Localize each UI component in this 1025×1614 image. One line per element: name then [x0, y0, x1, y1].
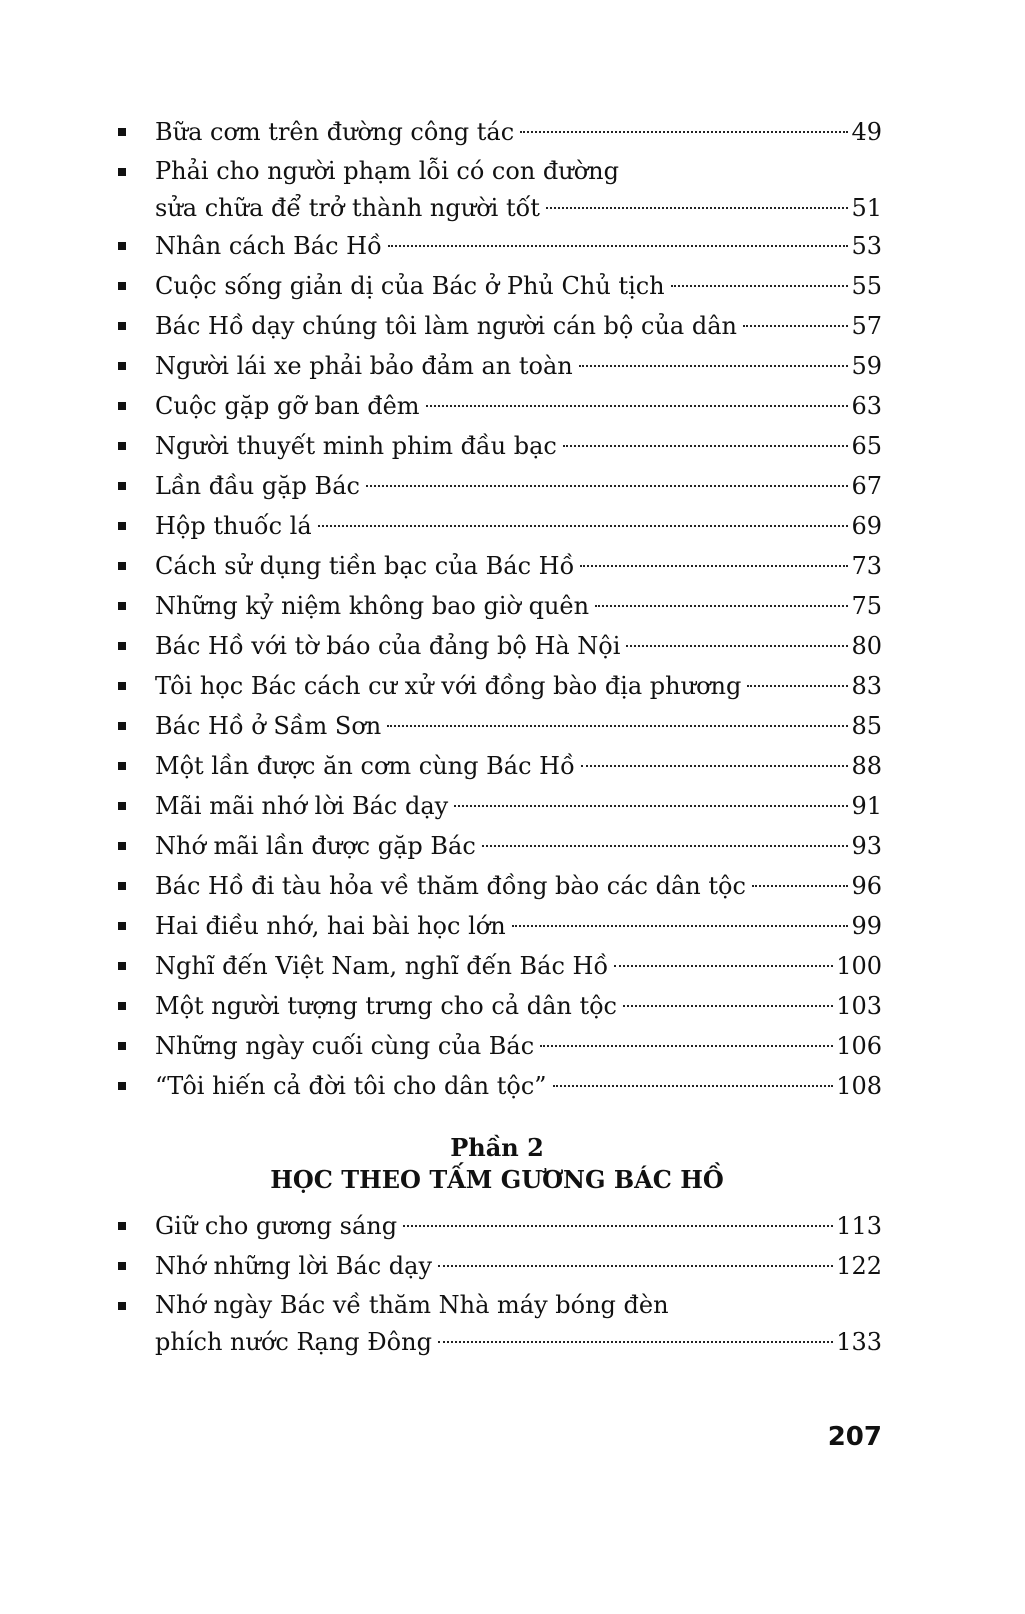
dot-leader	[752, 885, 849, 887]
toc-entry-title: Người lái xe phải bảo đảm an toàn	[155, 352, 573, 380]
toc-entry	[112, 386, 882, 426]
toc-entry-title: Những ngày cuối cùng của Bác	[155, 1032, 535, 1060]
toc-entry-page: 59	[851, 352, 882, 380]
toc-entry	[112, 626, 882, 666]
toc-entry-title: phích nước Rạng Đông	[155, 1328, 432, 1356]
dot-leader	[403, 1225, 833, 1227]
toc-entry-page: 106	[836, 1032, 882, 1060]
toc-entry	[112, 906, 882, 946]
toc-entry-page: 122	[836, 1252, 882, 1280]
square-bullet-icon	[118, 242, 126, 250]
square-bullet-icon	[118, 562, 126, 570]
part1-entry-list	[112, 112, 882, 1106]
square-bullet-icon	[118, 128, 126, 136]
toc-entry	[112, 946, 882, 986]
toc-entry-line	[155, 866, 882, 906]
toc-entry-title: Nhân cách Bác Hồ	[155, 232, 382, 260]
toc-entry-page: 108	[836, 1072, 882, 1100]
toc-entry	[112, 306, 882, 346]
toc-entry	[112, 1066, 882, 1106]
toc-entry-line	[155, 266, 882, 306]
dot-leader	[482, 845, 849, 847]
page-number: 207	[827, 1422, 882, 1452]
toc-entry-page: 100	[836, 952, 882, 980]
toc-entry	[112, 1286, 882, 1360]
toc-entry	[112, 666, 882, 706]
toc-entry-line	[155, 226, 882, 266]
dot-leader	[438, 1341, 833, 1343]
toc-entry-title: Người thuyết minh phim đầu bạc	[155, 432, 557, 460]
toc-entry-title: Nhớ mãi lần được gặp Bác	[155, 832, 476, 860]
part2-entry-list	[112, 1206, 882, 1360]
square-bullet-icon	[118, 602, 126, 610]
toc-entry-page: 57	[851, 312, 882, 340]
toc-entry-page: 83	[851, 672, 882, 700]
toc-entry-page: 65	[851, 432, 882, 460]
toc-entry-title: Một lần được ăn cơm cùng Bác Hồ	[155, 752, 575, 780]
toc-entry-line	[155, 190, 882, 226]
dot-leader	[595, 605, 848, 607]
toc-entry-line	[155, 386, 882, 426]
dot-leader	[512, 925, 849, 927]
toc-entry	[112, 112, 882, 152]
toc-entry-page: 85	[851, 712, 882, 740]
dot-leader	[426, 405, 849, 407]
toc-entry-line	[155, 1246, 882, 1286]
dot-leader	[540, 1045, 833, 1047]
dot-leader	[743, 325, 848, 327]
square-bullet-icon	[118, 402, 126, 410]
square-bullet-icon	[118, 962, 126, 970]
toc-entry-title: Mãi mãi nhớ lời Bác dạy	[155, 792, 449, 820]
square-bullet-icon	[118, 168, 126, 176]
dot-leader	[318, 525, 849, 527]
toc-entry-page: 69	[851, 512, 882, 540]
toc-entry-line	[155, 986, 882, 1026]
dot-leader	[366, 485, 849, 487]
dot-leader	[438, 1265, 833, 1267]
toc-entry-line	[155, 1206, 882, 1246]
toc-entry-line	[155, 426, 882, 466]
toc-entry	[112, 826, 882, 866]
dot-leader	[579, 365, 849, 367]
toc-entry	[112, 226, 882, 266]
toc-entry	[112, 986, 882, 1026]
toc-entry-page: 91	[851, 792, 882, 820]
toc-entry	[112, 866, 882, 906]
toc-entry-page: 53	[851, 232, 882, 260]
toc-entry	[112, 266, 882, 306]
toc-entry-line	[155, 626, 882, 666]
toc-entry-page: 133	[836, 1328, 882, 1356]
toc-entry-title: Những kỷ niệm không bao giờ quên	[155, 592, 590, 620]
dot-leader	[626, 645, 848, 647]
toc-entry-line	[155, 706, 882, 746]
toc-entry-title-line1: Nhớ ngày Bác về thăm Nhà máy bóng đèn	[155, 1291, 669, 1319]
toc-entry	[112, 466, 882, 506]
toc-entry-page: 103	[836, 992, 882, 1020]
toc-entry	[112, 786, 882, 826]
toc-entry	[112, 346, 882, 386]
toc-entry-title: Bữa cơm trên đường công tác	[155, 118, 515, 146]
toc-entry-page: 80	[851, 632, 882, 660]
toc-entry	[112, 746, 882, 786]
toc-entry-title: Bác Hồ với tờ báo của đảng bộ Hà Nội	[155, 632, 621, 660]
toc-entry-title: Cuộc sống giản dị của Bác ở Phủ Chủ tịch	[155, 272, 665, 300]
dot-leader	[623, 1005, 833, 1007]
square-bullet-icon	[118, 322, 126, 330]
toc-entry-page: 93	[851, 832, 882, 860]
square-bullet-icon	[118, 362, 126, 370]
square-bullet-icon	[118, 642, 126, 650]
toc-entry-title: “Tôi hiến cả đời tôi cho dân tộc”	[155, 1072, 547, 1100]
square-bullet-icon	[118, 922, 126, 930]
toc-entry-title: Một người tượng trưng cho cả dân tộc	[155, 992, 617, 1020]
toc-entry-title: Bác Hồ đi tàu hỏa về thăm đồng bào các dân tộc	[155, 872, 746, 900]
square-bullet-icon	[118, 842, 126, 850]
square-bullet-icon	[118, 722, 126, 730]
square-bullet-icon	[118, 482, 126, 490]
toc-entry-title: Tôi học Bác cách cư xử với đồng bào địa phương	[155, 672, 742, 700]
toc-entry-title: sửa chữa để trở thành người tốt	[155, 194, 540, 222]
toc-entry	[112, 586, 882, 626]
dot-leader	[581, 765, 849, 767]
toc-entry-title-line1: Phải cho người phạm lỗi có con đường	[155, 157, 619, 185]
toc-entry-title: Cách sử dụng tiền bạc của Bác Hồ	[155, 552, 575, 580]
toc-entry-page: 75	[851, 592, 882, 620]
toc-entry-title: Cuộc gặp gỡ ban đêm	[155, 392, 420, 420]
square-bullet-icon	[118, 882, 126, 890]
toc-entry-title: Lần đầu gặp Bác	[155, 472, 360, 500]
toc-entry-line	[155, 1026, 882, 1066]
dot-leader	[580, 565, 848, 567]
toc-entry-line	[155, 346, 882, 386]
toc-entry-line	[155, 306, 882, 346]
toc-entry-line	[155, 546, 882, 586]
part2-title: HỌC THEO TẤM GƯƠNG BÁC HỒ	[270, 1165, 724, 1194]
toc-entry-page: 67	[851, 472, 882, 500]
square-bullet-icon	[118, 1262, 126, 1270]
square-bullet-icon	[118, 682, 126, 690]
dot-leader	[520, 131, 848, 133]
toc-entry-line	[155, 466, 882, 506]
part2-label: Phần 2	[450, 1133, 544, 1162]
toc-entry	[112, 506, 882, 546]
dot-leader	[747, 685, 848, 687]
square-bullet-icon	[118, 762, 126, 770]
toc-entry-title: Giữ cho gương sáng	[155, 1212, 398, 1240]
square-bullet-icon	[118, 1042, 126, 1050]
dot-leader	[614, 965, 833, 967]
toc-entry	[112, 152, 882, 226]
toc-entry-line	[155, 1324, 882, 1360]
toc-entry-line	[155, 826, 882, 866]
square-bullet-icon	[118, 522, 126, 530]
toc-entry-title: Hai điều nhớ, hai bài học lớn	[155, 912, 506, 940]
toc-entry-page: 49	[851, 118, 882, 146]
toc-entry-page: 55	[851, 272, 882, 300]
toc-entry-line	[155, 506, 882, 546]
dot-leader	[546, 207, 849, 209]
toc-entry-line	[155, 666, 882, 706]
toc-entry-page: 113	[836, 1212, 882, 1240]
toc-entry-line	[155, 946, 882, 986]
toc-entry-line	[155, 906, 882, 946]
toc-entry-page: 73	[851, 552, 882, 580]
toc-entry	[112, 706, 882, 746]
toc-entry-page: 63	[851, 392, 882, 420]
table-of-contents	[112, 112, 882, 1360]
toc-entry-page: 51	[851, 194, 882, 222]
toc-entry	[112, 1246, 882, 1286]
square-bullet-icon	[118, 1082, 126, 1090]
toc-entry-title: Hộp thuốc lá	[155, 512, 312, 540]
toc-entry-page: 96	[851, 872, 882, 900]
square-bullet-icon	[118, 1302, 126, 1310]
dot-leader	[388, 245, 849, 247]
dot-leader	[454, 805, 848, 807]
square-bullet-icon	[118, 442, 126, 450]
toc-entry-page: 88	[851, 752, 882, 780]
toc-entry-title: Nghĩ đến Việt Nam, nghĩ đến Bác Hồ	[155, 952, 609, 980]
toc-entry-title: Nhớ những lời Bác dạy	[155, 1252, 433, 1280]
toc-entry	[112, 546, 882, 586]
toc-entry-page: 99	[851, 912, 882, 940]
dot-leader	[553, 1085, 834, 1087]
toc-entry-line	[155, 586, 882, 626]
toc-entry-line	[155, 112, 882, 152]
toc-entry	[112, 426, 882, 466]
toc-entry-line	[155, 746, 882, 786]
square-bullet-icon	[118, 802, 126, 810]
part2-header	[112, 1132, 882, 1196]
toc-entry-title: Bác Hồ ở Sầm Sơn	[155, 712, 382, 740]
dot-leader	[671, 285, 849, 287]
toc-entry-line	[155, 786, 882, 826]
square-bullet-icon	[118, 1222, 126, 1230]
toc-entry-line	[155, 1066, 882, 1106]
dot-leader	[387, 725, 848, 727]
dot-leader	[563, 445, 849, 447]
toc-entry	[112, 1206, 882, 1246]
toc-entry-title: Bác Hồ dạy chúng tôi làm người cán bộ của dân	[155, 312, 737, 340]
square-bullet-icon	[118, 1002, 126, 1010]
square-bullet-icon	[118, 282, 126, 290]
toc-entry	[112, 1026, 882, 1066]
